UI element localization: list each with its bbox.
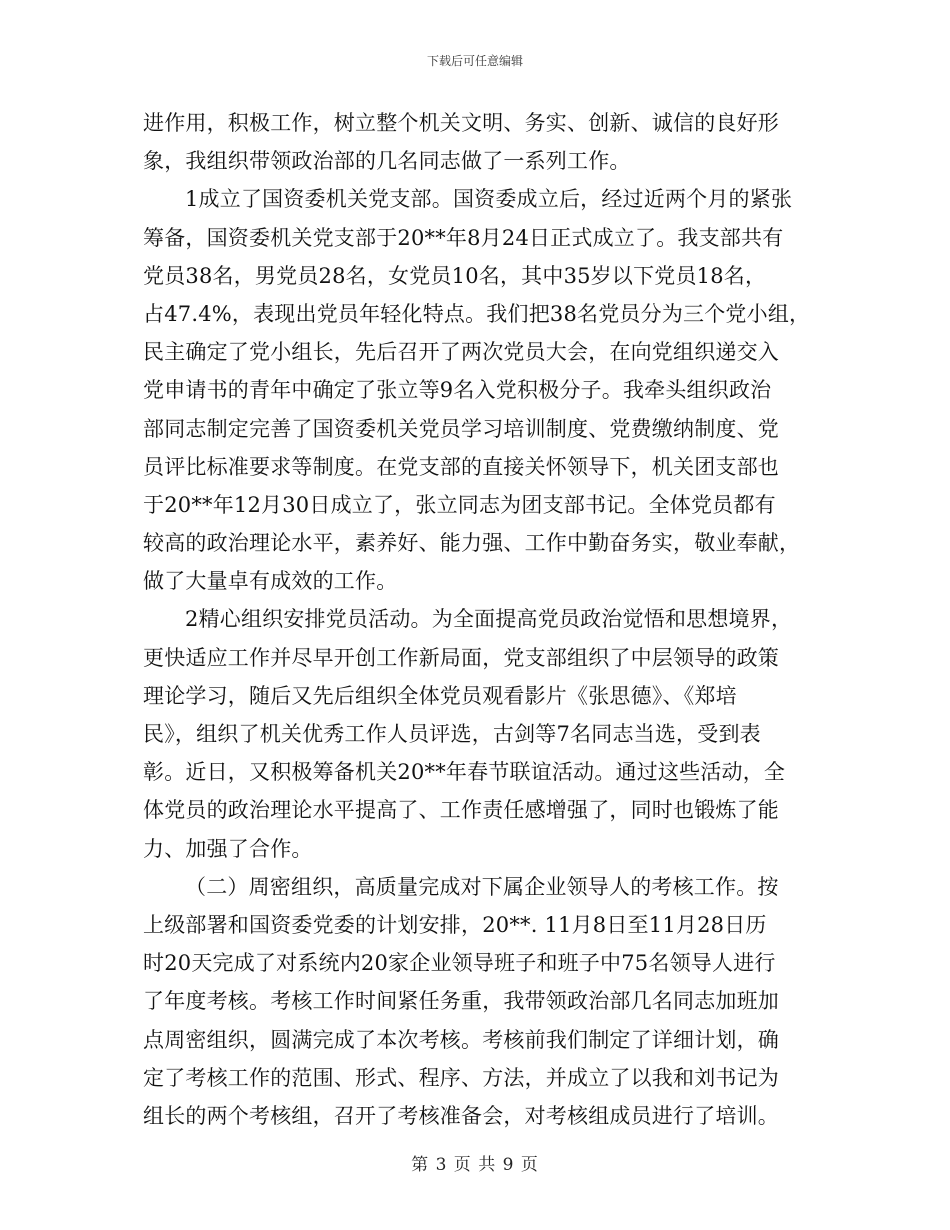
page-footer: 第 3 页 共 9 页 (411, 1155, 539, 1175)
text-line: 进作用，积极工作，树立整个机关文明、务实、创新、诚信的良好形 (143, 111, 779, 135)
text-line: （二）周密组织，高质量完成对下属企业领导人的考核工作。按 (185, 874, 779, 899)
text-line: 上级部署和国资委党委的计划安排，20**. 11月8日至11月28日历 (143, 912, 767, 937)
text-line: 筹备，国资委机关党支部于20**年8月24日正式成立了。我支部共有 (143, 225, 784, 250)
text-line: 定了考核工作的范围、形式、程序、方法，并成立了以我和刘书记为 (143, 1065, 779, 1090)
paragraph (143, 868, 823, 1135)
text-line: 员评比标准要求等制度。在党支部的直接关怀领导下，机关团支部也 (143, 454, 779, 479)
text-line: 2精心组织安排党员活动。为全面提高党员政治觉悟和思想境界， (185, 607, 793, 632)
text-line: 更快适应工作并尽早开创工作新局面，党支部组织了中层领导的政策 (143, 645, 779, 670)
text-line: 民》，组织了机关优秀工作人员评选，古剑等7名同志当选，受到表 (143, 722, 761, 746)
text-line: 体党员的政治理论水平提高了、工作责任感增强了，同时也锻炼了能 (143, 798, 779, 823)
text-line: 彰。近日，又积极筹备机关20**年春节联谊活动。通过这些活动，全 (143, 760, 786, 785)
paragraph (143, 104, 823, 180)
text-line: 民主确定了党小组长，先后召开了两次党员大会，在向党组织递交入 (143, 340, 779, 365)
text-line: 时20天完成了对系统内20家企业领导班子和班子中75名领导人进行 (143, 951, 776, 976)
paragraph (143, 600, 823, 867)
text-line: 了年度考核。考核工作时间紧任务重，我带领政治部几名同志加班加 (143, 989, 779, 1014)
document-body (143, 104, 823, 1135)
text-line: 占47.4%，表现出党员年轻化特点。我们把38名党员分为三个党小组， (143, 301, 811, 326)
text-line: 1成立了国资委机关党支部。国资委成立后，经过近两个月的紧张 (185, 187, 793, 212)
text-line: 做了大量卓有成效的工作。 (143, 569, 398, 594)
text-line: 组长的两个考核组，召开了考核准备会，对考核组成员进行了培训。 (143, 1103, 779, 1128)
text-line: 力、加强了合作。 (143, 836, 313, 861)
text-line: 较高的政治理论水平，素养好、能力强、工作中勤奋务实，敬业奉献， (143, 531, 801, 556)
text-line: 党员38名，男党员28名，女党员10名，其中35岁以下党员18名， (143, 263, 767, 288)
paragraph (143, 180, 823, 600)
text-line: 党申请书的青年中确定了张立等9名入党积极分子。我牵头组织政治 (143, 378, 772, 403)
text-line: 部同志制定完善了国资委机关党员学习培训制度、党费缴纳制度、党 (143, 416, 779, 441)
text-line: 理论学习，随后又先后组织全体党员观看影片《张思德》、《郑培 (143, 683, 737, 708)
text-line: 象，我组织带领政治部的几名同志做了一系列工作。 (143, 149, 631, 174)
text-line: 点周密组织，圆满完成了本次考核。考核前我们制定了详细计划，确 (143, 1027, 779, 1052)
text-line: 于20**年12月30日成立了，张立同志为团支部书记。全体党员都有 (143, 492, 776, 517)
page-header: 下载后可任意编辑 (426, 54, 523, 68)
